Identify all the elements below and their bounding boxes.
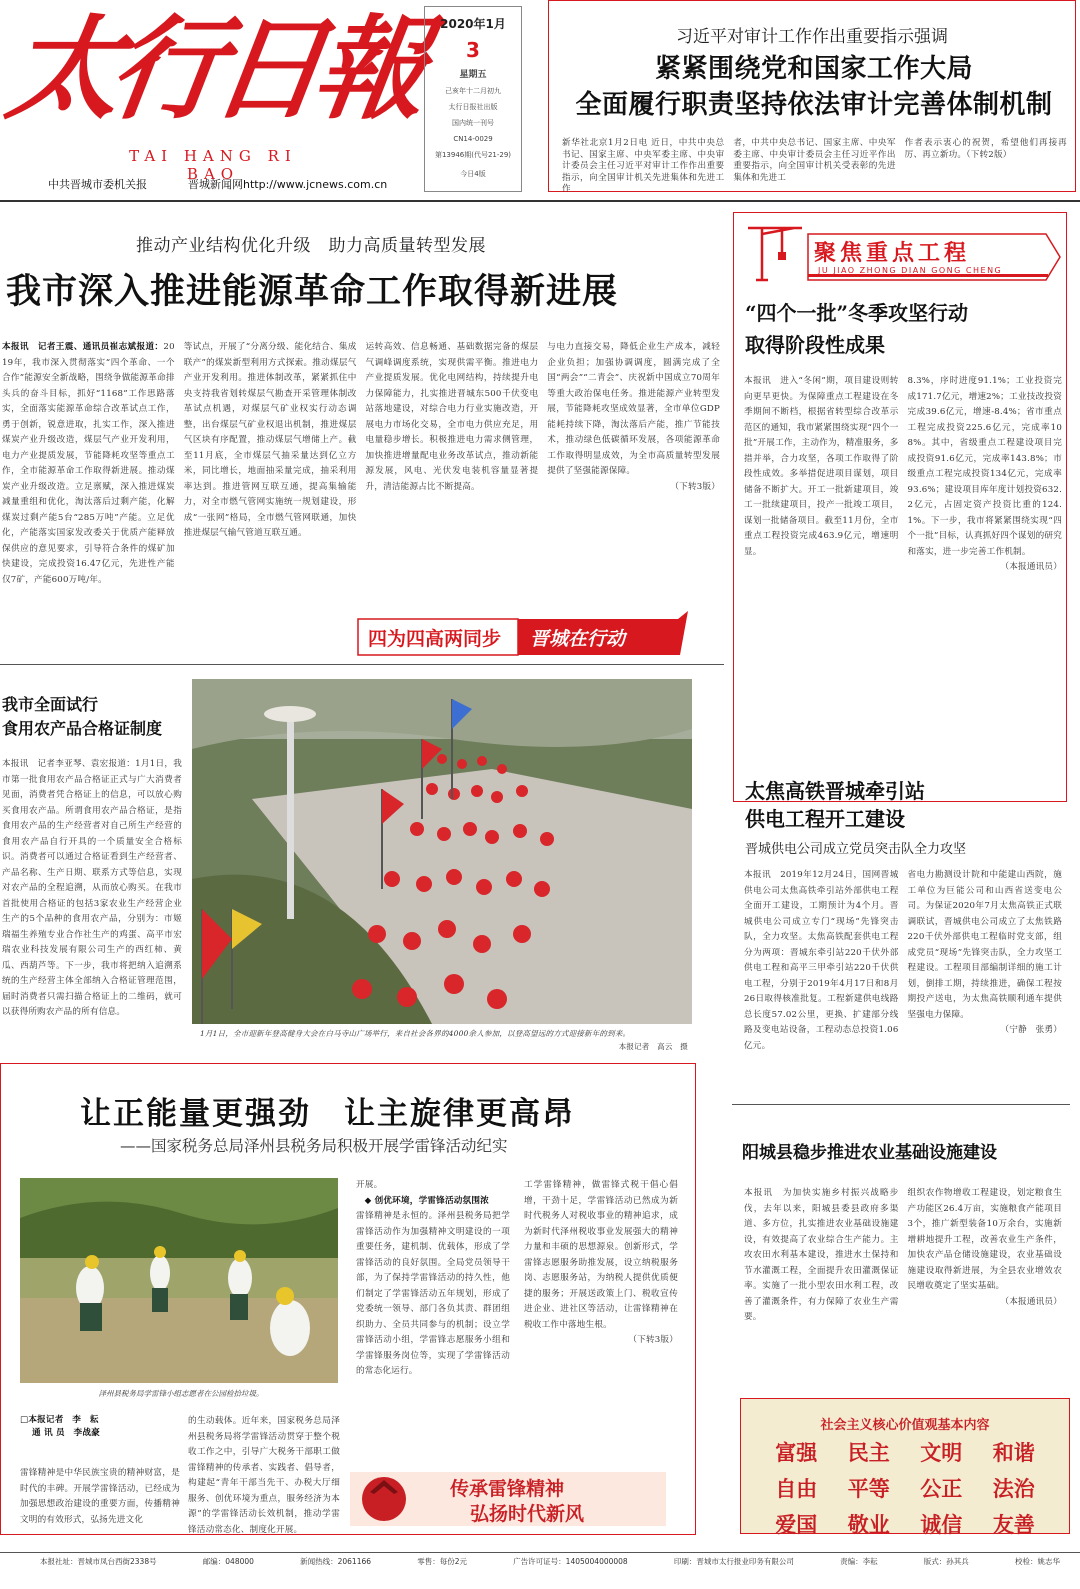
rail-subhead: 晋城供电公司成立党员突击队全力攻坚 — [745, 842, 967, 857]
core-value: 友善 — [992, 1513, 1035, 1537]
leifeng-banner-line-2: 弘扬时代新风 — [470, 1503, 585, 1525]
lead-headline[interactable]: 我市深入推进能源革命工作取得新进展 — [6, 272, 619, 312]
feature-photo-volunteers[interactable] — [20, 1178, 338, 1383]
footer-price: 零售：每份2元 — [417, 1557, 467, 1566]
feature-col-2: 的生动载体。近年来，国家税务总局泽州县税务局将学雷锋活动贯穿于整个税收工作之中，引导广大税务干部职工做雷锋精神的传承者、实践者、倡导者，构建起“青年干部当先干、办税大厅细服务、创优环境为重点，服务经济为本源”的学雷锋活动长效机制，推动学雷锋活动常态化、制度化开展。 — [188, 1416, 340, 1535]
cn-number: CN14-0029 — [453, 135, 493, 143]
focus-pinyin: JU JIAO ZHONG DIAN GONG CHENG — [818, 266, 1003, 275]
top-story-jump[interactable]: （下转2版） — [966, 149, 1012, 160]
footer-editor: 责编：李耘 — [840, 1557, 878, 1566]
rail-byline: （宁静 张勇） — [1000, 1025, 1062, 1035]
leifeng-banner-line-1: 传承雷锋精神 — [450, 1478, 565, 1500]
feature-byline-2: 通 讯 员 李战豪 — [32, 1428, 100, 1438]
core-value: 富强 — [775, 1441, 818, 1465]
issue-number: 第13946期(代号21-29) — [434, 151, 512, 159]
lead-col-2: 等试点，开展了“分离分级、能化结合、集成联产”的煤炭新型利用方式探索。推动煤层气产业开发利用。推进体制改革，紧紧抓住中央支持我省划转煤层气勘查开采管理体制改革试点机遇，对煤层气矿业权实行动态调整，出台煤层气矿业权退出机制，推进煤层气区块有序配置，推动煤层气增储上产。截至11月底，全市煤层气抽采量达到亿立方米，同比增长，地面抽采量完成，抽采利用率达到。推进管网互联互通，提高集输能力，对全市燃气管网实施统一规划建设，形成“一张网”格局，全市燃气管网联通，加快推进煤层气输气管道互联互通。 — [183, 342, 357, 538]
photo-caption-text: 1月1日，全市迎新年登高健身大会在白马寺山广场举行，来自社会各界的4000余人参加，以登高望远的方式迎接新年的到来。 — [200, 1029, 631, 1038]
agri-col-1: 本报讯 为加快实施乡村振兴战略步伐，去年以来，阳城县委县政府多渠道、多方位，扎实推进农业基础设施建设，有效提高了农业综合生产能力。主攻农田水利基本建设，推进水土保持和节水灌溉工程，全面提升农田灌溉保证率。实施了一批小型农田水利工程，改善了灌溉条件，有力保障了农业生产需要。 — [744, 1188, 899, 1322]
lead-col-4-text: 与电力直接交易，降低企业生产成本，减轻企业负担；加强协调调度，圆满完成了全国“两会”“二青会”、庆祝新中国成立70周年等重大政治保电任务。推进能源产业转型发展，节能降耗攻坚成效显著，全市单位GDP能耗持续下降，淘汰落后产能，推广节能技术，推动绿色低碳循环发展，各项能源革命工作取得明显成效，为全市高质量转型发展提供了坚强能源保障。 — [547, 342, 720, 476]
lead-col-4 — [547, 340, 720, 612]
core-value: 文明 — [920, 1441, 963, 1465]
feature-photo-caption: 泽州县税务局学雷锋小组志愿者在公园检拾垃圾。 — [98, 1389, 264, 1398]
footer-printer: 印刷：晋城市太行报业印务有限公司 — [673, 1557, 794, 1566]
rail-col-1: 本报讯 2019年12月24日，国网晋城供电公司太焦高铁牵引站外部供电工程全面开工建设，工期预计为4个月。晋城供电公司成立专门“现场”先锋突击队，全力攻坚。太焦高铁配套供电工程分为两项：晋城东牵引站220千伏外部供电工程和高平三甲牵引站220千伏供电工程，分别于2019年4月17日和8月26日取得核准批复。工程新建供电线路总长度57.02公里，更换、扩建部分线路及变电站设备，工程动态总投资1.06亿元。 — [744, 870, 899, 1051]
agri-byline: （本报通讯员） — [1000, 1296, 1062, 1307]
four-banner-right: 晋城在行动 — [530, 628, 626, 650]
feature-byline — [20, 1414, 180, 1440]
lead-jump[interactable]: （下转3版） — [670, 481, 720, 492]
four-banner-left: 四为四高两同步 — [368, 628, 502, 650]
photo-credit: 本报记者 高云 摄 — [618, 1042, 688, 1051]
footer-postcode: 邮编：048000 — [202, 1557, 254, 1566]
weekday: 星期五 — [459, 70, 487, 80]
lead-kicker: 推动产业结构优化升级 助力高质量转型发展 — [136, 236, 486, 256]
four-banner — [358, 617, 688, 659]
focus-headline-2[interactable]: 取得阶段性成果 — [745, 333, 885, 357]
feature-subhead: ——国家税务总局泽州县税务局积极开展学雷锋活动纪实 — [120, 1137, 508, 1155]
focus-body — [744, 374, 1062, 759]
rail-headline-2[interactable]: 供电工程开工建设 — [745, 807, 905, 831]
leifeng-banner — [350, 1470, 666, 1528]
core-values-title: 社会主义核心价值观基本内容 — [820, 1418, 990, 1433]
newspaper-logo: 太行日報 — [0, 4, 427, 135]
agri-col-2-text: 组织农作物增收工程建设，划定粮食生产功能区26.4万亩，实施粮食产能项目3个，推广新型装备10万余台，实施新增耕地提升工程，改善农业生产条件，加快农产品仓储设施建设，农业基础设施建设取得新进展，为全县农业增效农民增收奠定了坚实基础。 — [907, 1188, 1062, 1291]
feature-col-1: 雷锋精神是中华民族宝贵的精神财富，是时代的丰碑。开展学雷锋活动，已经成为加强思想政治建设的重要方面，传播精神文明的有效形式，弘扬先进文化 — [20, 1468, 180, 1525]
footer-hotline: 新闻热线：2061166 — [300, 1557, 372, 1566]
date-box — [424, 6, 522, 192]
feature-col-3-text: 雷锋精神是永恒的。泽州县税务局把学雷锋活动作为加强精神文明建设的一项重要任务，建机制、优载体，形成了学雷锋活动的良好氛围。全局党员领导干部，为了保持学雷锋活动的持久性，他们制定了学雷锋活动五年规划，形成了党委统一领导、部门各负其责、群团组织助力、全员共同参与的机制；设立学雷锋活动小组，学雷锋志愿服务小组和学雷锋服务岗位等，实现了学雷锋活动的常态化运行。 — [356, 1211, 510, 1376]
lead-divider — [0, 664, 724, 665]
feature-col-3-intro: 开展。 — [356, 1180, 383, 1190]
date-month: 2020年1月 — [440, 17, 506, 31]
lead-body — [2, 340, 720, 612]
focus-title: 聚焦重点工程 — [814, 241, 971, 266]
top-story-col-3 — [905, 138, 1067, 184]
cn-label: 国内统一刊号 — [452, 119, 494, 127]
top-story-col-1: 新华社北京1月2日电 近日，中共中央总书记、国家主席、中央军委主席、中央审计委员会主任习近平对审计工作作出重要指示，向全国审计机关先进集体和先进工作 — [562, 138, 725, 194]
top-story-headline-1[interactable]: 紧紧围绕党和国家工作大局 — [654, 54, 973, 84]
newspaper-pinyin: TAI HANG RI BAO — [129, 147, 297, 183]
news-photo-hiking[interactable] — [192, 679, 692, 1024]
food-headline-2[interactable]: 食用农产品合格证制度 — [2, 719, 163, 738]
feature-jump[interactable]: （下转3版） — [628, 1335, 678, 1345]
focus-headline-1[interactable]: “四个一批”冬季攻坚行动 — [745, 301, 969, 325]
lunar-date: 己亥年十二月初九 — [445, 87, 501, 95]
agri-headline[interactable]: 阳城县稳步推进农业基础设施建设 — [742, 1143, 997, 1163]
top-story-headline-2[interactable]: 全面履行职责坚持依法审计完善体制机制 — [575, 90, 1053, 120]
rail-col-2 — [908, 868, 1063, 1090]
top-story-col-2: 者，中共中央总书记、国家主席、中央军委主席、中央审计委员会主任习近平作出重要指示，向全国审计机关受表彰的先进集体和先进工 — [733, 138, 896, 183]
feature-col-4-text: 工学雷锋精神，做雷锋式税干倡心倡增，干劲十足，学雷锋活动已然成为新时代税务人对税收事业的精神追求，成为新时代泽州税收事业发展强大的精神力量和丰硕的思想源泉。创新形式，学雷锋志愿服务助推发展，设立纳税服务岗、志愿服务站，为纳税人提供优质便捷的服务；开展送政策上门、税收宣传进企业、进社区等活动，让雷锋精神在税收工作中落地生根。 — [524, 1180, 678, 1330]
lead-col-3: 运转高效、信息畅通、基础数据完备的煤层气调峰调度系统，实现供需平衡。推进电力产业提质发展。优化电网结构，持续提升电力保障能力，扎实推进晋城东500千伏变电站落地建设，对综合电力行业实施改造，开展电力市场化交易，全市电力供应充足，用电量稳步增长。积极推进电力需求侧管理，加快推进增量配电业务改革试点，推动新能源发展，风电、光伏发电装机容量显著提升，清洁能源占比不断提高。 — [365, 342, 539, 492]
footer-info — [40, 1556, 1060, 1567]
feature-byline-1: □本报记者 李 耘 — [20, 1415, 99, 1425]
footer-address: 本报社址：晋城市凤台西街2338号 — [40, 1557, 157, 1566]
core-values-grid — [760, 1437, 1050, 1539]
website-label[interactable]: 晋城新闻网http://www.jcnews.com.cn — [188, 178, 388, 191]
lead-col-1-text: 2019年，我市深入贯彻落实“四个革命、一个合作”能源安全新战略，围绕争做能源革命排头兵的奋斗目标，抓好“1168”工作思路落实，全面落实能源革命综合改革试点工作，勇于创新，锐意进取，扎实工作，深入推进煤炭产业升级改造，煤层气产业开发利用，电力产业提质发展，节能降耗攻坚等重点工作，全市能源革命工作取得新进展。推动煤炭产业升级改造。立足禀赋，深入推进煤炭减量重组和优化，淘汰落后过剩产能，化解煤炭过剩产能5台“285万吨”产能。立足优化，产能落实国家发改委关于优质产能释放保供应的意见要求，引导符合条件的煤矿加快建设，完成投资16.47亿元，先进性产能仅7矿，产能600万吨/年。 — [2, 342, 175, 585]
footer-layout: 版式：孙其兵 — [923, 1557, 969, 1566]
food-headline-1[interactable]: 我市全面试行 — [2, 695, 99, 714]
focus-byline: （本报通讯员） — [1000, 562, 1062, 572]
focus-col-1: 本报讯 进入“冬闲”期，项目建设则转向更早更快。为保障重点工程建设在冬季期间不断档，根据省转型综合改革示范区的通知，我市紧紧围绕实现“四个一批”开展工作，主动作为，精准服务，多措并举，合力攻坚，各项工作取得了阶段性成效。多举措促进项目谋划，项目储备不断扩大。开工一批新建项目，竣工一批续建项目，投产一批竣工项目，谋划一批储备项目。截至11月份，全市重点工程投资完成463.9亿元，增速明显。 — [744, 376, 899, 557]
lead-byline: 本报讯 记者王震、通讯员崔志斌报道： — [2, 342, 164, 352]
publisher: 太行日报社出版 — [448, 103, 498, 111]
core-value: 敬业 — [847, 1513, 890, 1537]
top-story-col-3-text: 作者表示衷心的祝贺，希望他们再接再厉、再立新功。 — [904, 138, 1067, 160]
feature-col-4 — [524, 1178, 678, 1448]
feature-col-3 — [356, 1178, 510, 1448]
photo-caption — [200, 1027, 688, 1053]
core-value: 自由 — [775, 1477, 818, 1501]
core-value: 法治 — [992, 1477, 1035, 1501]
top-story-kicker: 习近平对审计工作作出重要指示强调 — [676, 27, 948, 47]
rail-body — [744, 868, 1062, 1090]
page-count: 今日4版 — [460, 170, 486, 178]
rail-headline-1[interactable]: 太焦高铁晋城牵引站 — [745, 779, 925, 803]
core-value: 诚信 — [920, 1513, 963, 1537]
masthead-divider — [0, 200, 1080, 202]
food-body: 本报讯 记者李亚琴、袁宏报道：1月1日，我市第一批食用农产品合格证正式与广大消费者见面，消费者凭合格证上的信息，可以放心购买食用农产品。所谓食用农产品合格证，是指食用农产品的生产经营者对自己所生产经营的食用农产品自行开具的一个质量安全合格标识。消费者可以通过合格证看到生产经营者、产品名称、生产日期、联系方式等信息，实现对农产品的全程追溯，从而放心购买。在我市首批使用合格证的包括3家农业生产经营企业生产的5个品种的食用农产品，分别为：市姬瑞福生养殖专业合作社生产的鸡蛋、高平市宏瑞农业科技发展有限公司生产的西红柿、黄瓜、西葫芦等。下一步，我市将把纳入追溯系统的生产经营主体全部纳入合格证管理范围，届时消费者只需扫描合格证上的二维码，就可以获得所购农产品的所有信息。 — [2, 759, 182, 1017]
core-value: 和谐 — [992, 1441, 1035, 1465]
footer-proof: 校检：姚志华 — [1014, 1557, 1060, 1566]
agri-body — [744, 1186, 1062, 1380]
rail-col-2-text: 省电力勘测设计院和中能建山西院，施工单位为巨能公司和山西省送变电公司。为保证2020年7月太焦高铁正式联调联试，晋城供电公司成立了太焦铁路220千伏外部供电工程临时党支部，组成党员“现场”先锋突击队，全力攻坚工程建设。工程项目部编制详细的施工计划，倒排工期，持续推进，确保工程按期投产送电，为太焦高铁顺利通车提供坚强电力保障。 — [907, 870, 1062, 1020]
top-story-body — [562, 138, 1067, 194]
focus-col-2-text: 8.3%，序时进度91.1%；工业投资完成171.7亿元，增速2%；工业技改投资完成39.6亿元，增速-8.4%；省市重点工程完成投资225.6亿元，完成率108%。其中，省级重点工程建设项目完成投资91.6亿元，完成率143.8%；市级重点工程完成投资134亿元，完成率93.6%；建设项目库年度计划投资632.2亿元，占固定资产投资比重的124.1%。下一步，我市将紧紧围绕实现“四个一批”目标，认真抓好四个谋划的研究和落实，进一步完善工作机制。 — [907, 376, 1062, 557]
core-value: 民主 — [847, 1441, 890, 1465]
feature-headline[interactable]: 让正能量更强劲 让主旋律更高昂 — [80, 1096, 575, 1132]
core-value: 公正 — [920, 1477, 963, 1501]
date-day: 3 — [466, 38, 480, 62]
core-value: 爱国 — [775, 1513, 818, 1537]
core-value: 平等 — [847, 1477, 890, 1501]
footer-license: 广告许可证号：1405004000008 — [513, 1557, 628, 1566]
feature-col-3-subhead: ◆ 创优环境，学雷锋活动氛围浓 — [364, 1195, 489, 1206]
lead-col-1 — [2, 340, 175, 612]
right-divider — [732, 1104, 1070, 1105]
focus-col-2 — [908, 374, 1063, 759]
agri-col-2 — [908, 1186, 1063, 1380]
organ-label: 中共晋城市委机关报 — [48, 178, 147, 191]
